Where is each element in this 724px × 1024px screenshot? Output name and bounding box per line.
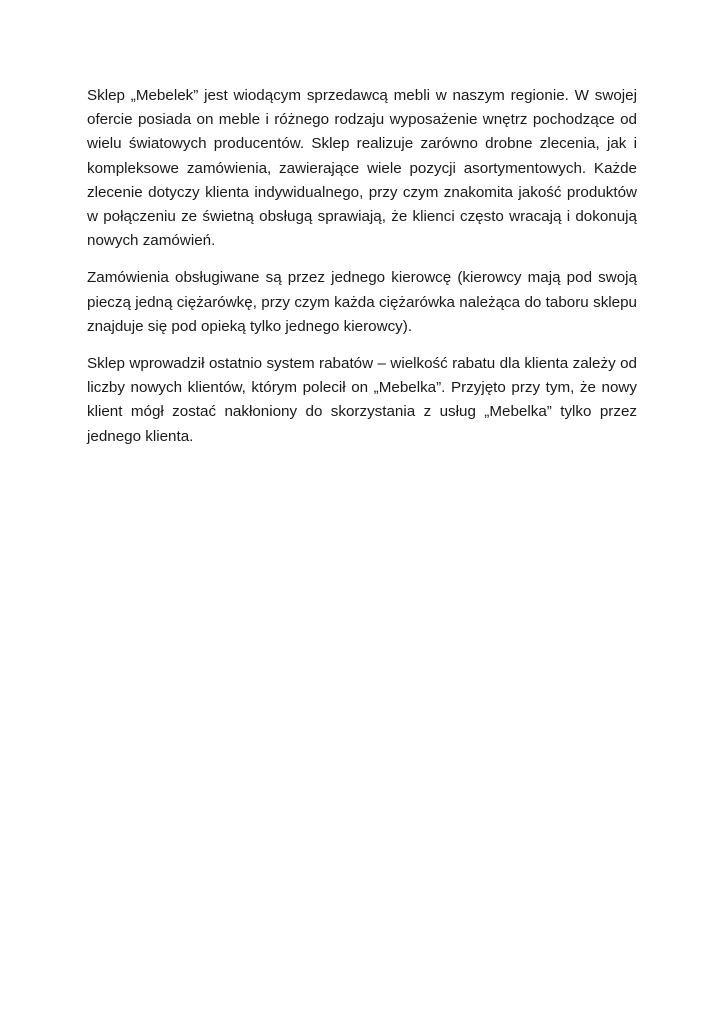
document-body xyxy=(87,84,637,462)
paragraph-store-description: Sklep „Mebelek” jest wiodącym sprzedawcą mebli w naszym regionie. W swojej ofercie posiada on meble i różnego rodzaju wyposażenie wnętrz pochodzące od wielu światowych producentów. Sklep realizuje zarówno drobne zlecenia, jak i kompleksowe zamówienia, zawierające wiele pozycji asortymentowych. Każde zlecenie dotyczy klienta indywidualnego, przy czym znakomita jakość produktów w połączeniu ze świetną obsługą sprawiają, że klienci często wracają i dokonują nowych zamówień. xyxy=(87,87,637,250)
paragraph-discounts: Sklep wprowadził ostatnio system rabatów – wielkość rabatu dla klienta zależy od liczby nowych klientów, którym polecił on „Mebelka”. Przyjęto przy tym, że nowy klient mógł zostać nakłoniony do skorzystania z usług „Mebelka” tylko przez jednego klienta. xyxy=(87,355,637,445)
paragraph-drivers: Zamówienia obsługiwane są przez jednego kierowcę (kierowcy mają pod swoją pieczą jedną ciężarówkę, przy czym każda ciężarówka należąca do taboru sklepu znajduje się pod opieką tylko jednego kierowcy). xyxy=(87,269,637,335)
